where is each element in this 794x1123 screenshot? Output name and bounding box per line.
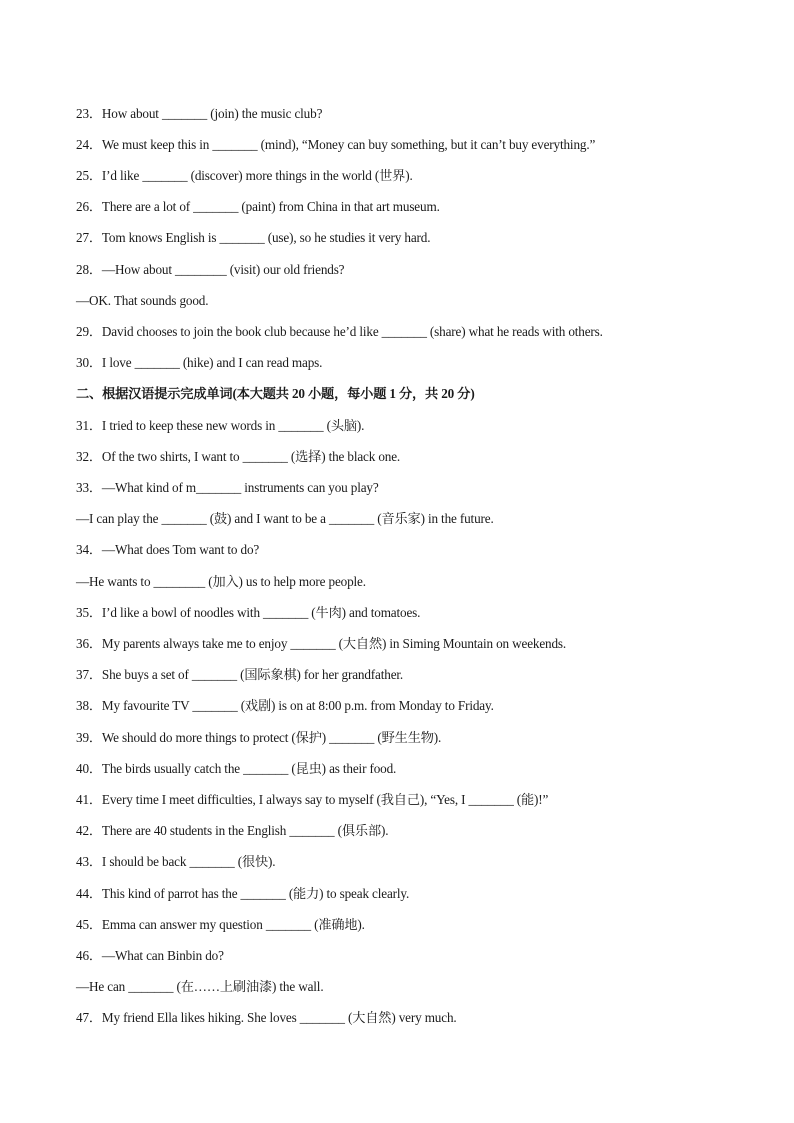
section-heading: 二、根据汉语提示完成单词(本大题共 20 小题，每小题 1 分，共 20 分) [76, 386, 475, 401]
question-27: 27．Tom knows English is _______ (use), so he studies it very hard. [76, 230, 431, 245]
question-24: 24．We must keep this in _______ (mind), “Money can buy something, but it can’t buy everything.” [76, 137, 596, 152]
question-38: 38．My favourite TV _______ (戏剧) is on at 8:00 p.m. from Monday to Friday. [76, 698, 494, 713]
question-31: 31．I tried to keep these new words in _______ (头脑). [76, 418, 365, 433]
question-35: 35．I’d like a bowl of noodles with _______ (牛肉) and tomatoes. [76, 605, 421, 620]
question-33-response: —I can play the _______ (鼓) and I want to be a _______ (音乐家) in the future. [76, 511, 494, 526]
question-42: 42．There are 40 students in the English _______ (俱乐部). [76, 823, 389, 838]
question-44: 44．This kind of parrot has the _______ (能力) to speak clearly. [76, 886, 410, 901]
question-43: 43．I should be back _______ (很快). [76, 854, 276, 869]
question-32: 32．Of the two shirts, I want to _______ (选择) the black one. [76, 449, 401, 464]
question-37: 37．She buys a set of _______ (国际象棋) for her grandfather. [76, 667, 404, 682]
question-47: 47．My friend Ella likes hiking. She loves _______ (大自然) very much. [76, 1010, 457, 1025]
question-28: 28．—How about ________ (visit) our old friends? [76, 262, 345, 277]
question-41: 41．Every time I meet difficulties, I always say to myself (我自己), “Yes, I _______ (能)!” [76, 792, 549, 807]
question-45: 45．Emma can answer my question _______ (准确地). [76, 917, 365, 932]
question-36: 36．My parents always take me to enjoy _______ (大自然) in Siming Mountain on weekends. [76, 636, 567, 651]
question-46: 46．—What can Binbin do? [76, 948, 224, 963]
question-34: 34．—What does Tom want to do? [76, 542, 260, 557]
question-40: 40．The birds usually catch the _______ (昆虫) as their food. [76, 761, 397, 776]
question-46-response: —He can _______ (在……上刷油漆) the wall. [76, 979, 324, 994]
question-30: 30．I love _______ (hike) and I can read maps. [76, 355, 323, 370]
question-29: 29．David chooses to join the book club because he’d like _______ (share) what he reads with others. [76, 324, 603, 339]
question-39: 39．We should do more things to protect (保护) _______ (野生生物). [76, 730, 442, 745]
question-33: 33．—What kind of m_______ instruments can you play? [76, 480, 379, 495]
question-25: 25．I’d like _______ (discover) more things in the world (世界). [76, 168, 413, 183]
question-26: 26．There are a lot of _______ (paint) from China in that art museum. [76, 199, 440, 214]
question-23: 23．How about _______ (join) the music club? [76, 106, 323, 121]
question-34-response: —He wants to ________ (加入) us to help more people. [76, 574, 366, 589]
question-28-response: —OK. That sounds good. [76, 293, 209, 308]
